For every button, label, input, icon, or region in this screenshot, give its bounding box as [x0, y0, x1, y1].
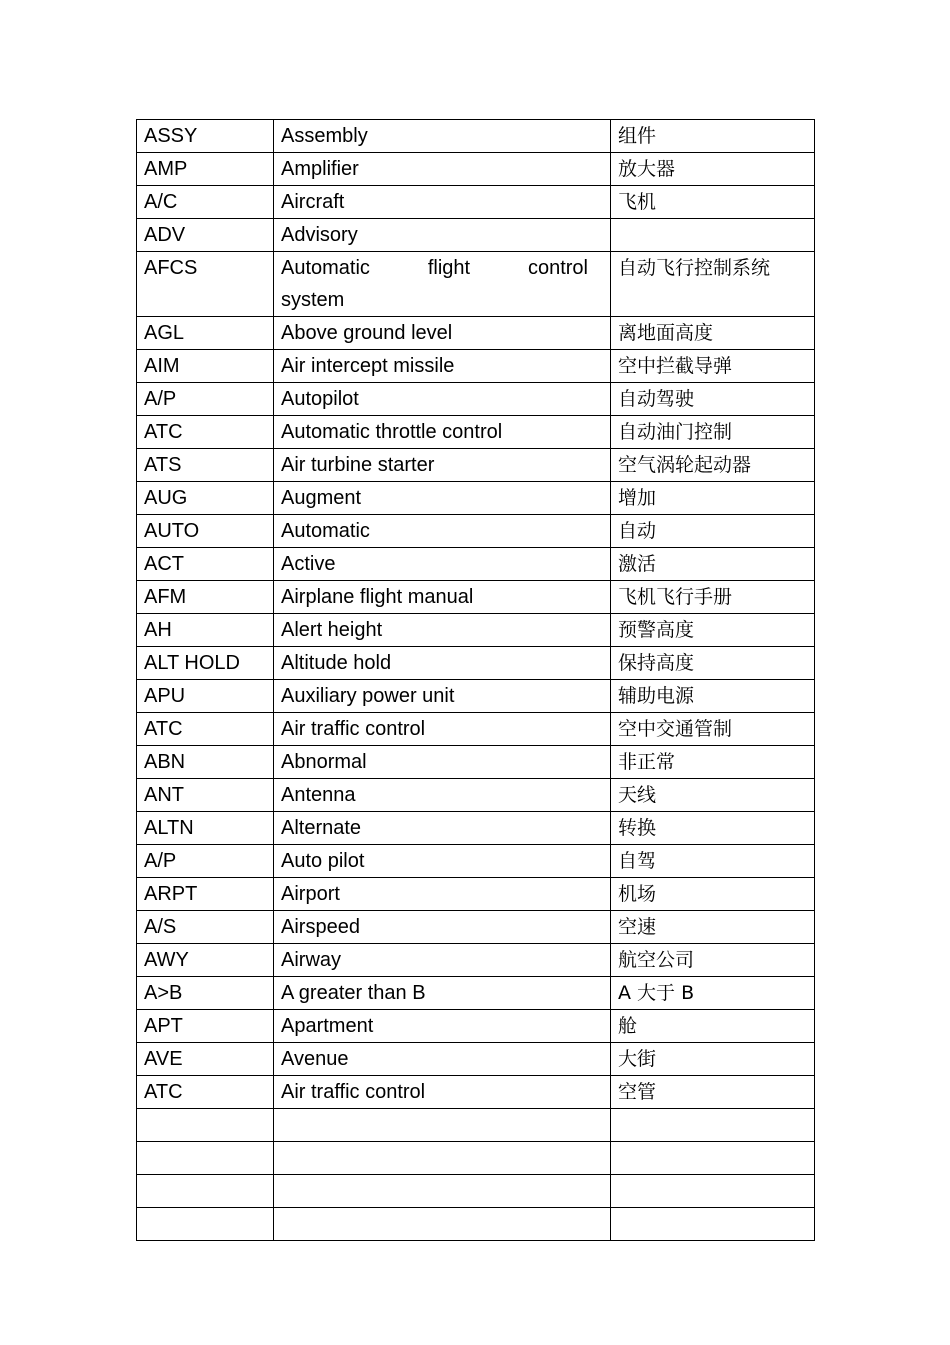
table-row — [137, 944, 815, 977]
english-term-cell: Alternate — [274, 812, 611, 845]
chinese-term-cell — [611, 1109, 815, 1142]
english-term-cell: Altitude hold — [274, 647, 611, 680]
english-term-cell: Avenue — [274, 1043, 611, 1076]
english-term-cell: Auxiliary power unit — [274, 680, 611, 713]
abbreviation-cell: A/P — [137, 383, 274, 416]
chinese-term-cell: 空气涡轮起动器 — [611, 449, 815, 482]
abbreviation-cell — [137, 1142, 274, 1175]
chinese-term-cell: 天线 — [611, 779, 815, 812]
chinese-term-cell: 保持高度 — [611, 647, 815, 680]
abbreviation-cell: ALT HOLD — [137, 647, 274, 680]
abbreviation-cell — [137, 1109, 274, 1142]
abbreviation-cell — [137, 1175, 274, 1208]
english-term-cell: Antenna — [274, 779, 611, 812]
abbreviation-cell: ABN — [137, 746, 274, 779]
table-row — [137, 186, 815, 219]
table-row — [137, 680, 815, 713]
english-term-cell: Abnormal — [274, 746, 611, 779]
table-row — [137, 252, 815, 317]
table-row — [137, 416, 815, 449]
abbreviation-cell: ARPT — [137, 878, 274, 911]
english-term-cell — [274, 1142, 611, 1175]
chinese-term-cell: 预警高度 — [611, 614, 815, 647]
english-term-cell: Automatic throttle control — [274, 416, 611, 449]
table-row — [137, 1043, 815, 1076]
abbreviation-cell: AUTO — [137, 515, 274, 548]
english-term-cell: Air intercept missile — [274, 350, 611, 383]
chinese-term-cell: 转换 — [611, 812, 815, 845]
english-term-cell: Air traffic control — [274, 713, 611, 746]
abbreviation-cell — [137, 1208, 274, 1241]
abbreviation-cell: ANT — [137, 779, 274, 812]
english-term-cell: Air turbine starter — [274, 449, 611, 482]
abbreviation-cell: AUG — [137, 482, 274, 515]
abbreviation-cell: APU — [137, 680, 274, 713]
table-row — [137, 548, 815, 581]
chinese-term-cell: 飞机飞行手册 — [611, 581, 815, 614]
abbreviation-cell: A/C — [137, 186, 274, 219]
abbreviation-cell: AVE — [137, 1043, 274, 1076]
abbreviation-cell: AWY — [137, 944, 274, 977]
english-term-line-1 — [281, 252, 604, 284]
table-row — [137, 1175, 815, 1208]
chinese-term-cell: 激活 — [611, 548, 815, 581]
chinese-term-cell: 自动驾驶 — [611, 383, 815, 416]
english-term-cell: Advisory — [274, 219, 611, 252]
english-term-cell: Active — [274, 548, 611, 581]
abbreviation-cell: A/P — [137, 845, 274, 878]
table-row — [137, 1109, 815, 1142]
english-term-cell: Augment — [274, 482, 611, 515]
table-row — [137, 153, 815, 186]
english-term-cell: Autopilot — [274, 383, 611, 416]
abbreviation-cell: ATC — [137, 1076, 274, 1109]
table-row — [137, 1208, 815, 1241]
abbreviation-cell: AMP — [137, 153, 274, 186]
english-term-cell: Automatic — [274, 515, 611, 548]
english-term-word: control — [527, 257, 588, 279]
chinese-term-cell: 增加 — [611, 482, 815, 515]
english-term-cell — [274, 252, 611, 317]
table-row — [137, 977, 815, 1010]
table-row — [137, 219, 815, 252]
english-term-cell: Auto pilot — [274, 845, 611, 878]
english-term-cell: Airplane flight manual — [274, 581, 611, 614]
chinese-term-cell — [611, 1208, 815, 1241]
chinese-term-cell: 自动飞行控制系统 — [611, 252, 815, 317]
table-row — [137, 120, 815, 153]
chinese-term-cell: 空速 — [611, 911, 815, 944]
english-term-cell: Airway — [274, 944, 611, 977]
chinese-term-cell — [611, 1142, 815, 1175]
abbreviation-cell: ATC — [137, 713, 274, 746]
table-row — [137, 317, 815, 350]
table-body — [137, 120, 815, 1241]
table-row — [137, 845, 815, 878]
chinese-term-cell: 航空公司 — [611, 944, 815, 977]
table-row — [137, 1142, 815, 1175]
english-term-word: Automatic — [281, 257, 370, 279]
english-term-cell: Amplifier — [274, 153, 611, 186]
abbreviation-cell: ACT — [137, 548, 274, 581]
english-term-cell — [274, 1208, 611, 1241]
english-term-cell: Apartment — [274, 1010, 611, 1043]
english-term-cell — [274, 1175, 611, 1208]
table-row — [137, 1010, 815, 1043]
table-row — [137, 911, 815, 944]
english-term-cell: Airspeed — [274, 911, 611, 944]
abbreviation-cell: AH — [137, 614, 274, 647]
english-term-cell: A greater than B — [274, 977, 611, 1010]
chinese-term-cell: 辅助电源 — [611, 680, 815, 713]
english-term-line-2: system — [281, 289, 345, 311]
chinese-term-cell — [611, 1175, 815, 1208]
abbreviation-cell: A>B — [137, 977, 274, 1010]
table-row — [137, 812, 815, 845]
abbreviation-cell: ATC — [137, 416, 274, 449]
chinese-term-cell: 离地面高度 — [611, 317, 815, 350]
chinese-term-cell: 飞机 — [611, 186, 815, 219]
table-row — [137, 350, 815, 383]
english-term-word: flight — [427, 257, 471, 279]
table-row — [137, 746, 815, 779]
chinese-term-cell: A 大于 B — [611, 977, 815, 1010]
table-row — [137, 779, 815, 812]
chinese-term-cell: 大街 — [611, 1043, 815, 1076]
chinese-term-cell: 非正常 — [611, 746, 815, 779]
table-row — [137, 614, 815, 647]
table-row — [137, 1076, 815, 1109]
english-term-cell: Aircraft — [274, 186, 611, 219]
abbreviation-cell: ALTN — [137, 812, 274, 845]
chinese-term-cell — [611, 219, 815, 252]
abbreviation-cell: ATS — [137, 449, 274, 482]
chinese-term-cell: 空中交通管制 — [611, 713, 815, 746]
abbreviation-cell: AIM — [137, 350, 274, 383]
english-term-cell: Alert height — [274, 614, 611, 647]
chinese-term-cell: 组件 — [611, 120, 815, 153]
chinese-term-cell: 空管 — [611, 1076, 815, 1109]
english-term-cell: Airport — [274, 878, 611, 911]
english-term-cell: Air traffic control — [274, 1076, 611, 1109]
chinese-term-cell: 自动油门控制 — [611, 416, 815, 449]
table-row — [137, 515, 815, 548]
abbreviation-cell: ADV — [137, 219, 274, 252]
table-row — [137, 581, 815, 614]
english-term-cell: Assembly — [274, 120, 611, 153]
english-term-cell — [274, 1109, 611, 1142]
abbreviation-cell: ASSY — [137, 120, 274, 153]
abbreviation-cell: APT — [137, 1010, 274, 1043]
table-row — [137, 878, 815, 911]
chinese-term-cell: 自驾 — [611, 845, 815, 878]
chinese-term-cell: 自动 — [611, 515, 815, 548]
chinese-term-cell: 放大器 — [611, 153, 815, 186]
english-term-cell: Above ground level — [274, 317, 611, 350]
chinese-term-cell: 空中拦截导弹 — [611, 350, 815, 383]
table-row — [137, 383, 815, 416]
table-row — [137, 713, 815, 746]
table-row — [137, 647, 815, 680]
table-row — [137, 482, 815, 515]
abbreviation-cell: AFCS — [137, 252, 274, 317]
abbreviation-cell: AGL — [137, 317, 274, 350]
chinese-term-cell: 机场 — [611, 878, 815, 911]
chinese-term-cell: 舱 — [611, 1010, 815, 1043]
table-row — [137, 449, 815, 482]
abbreviation-table — [136, 119, 815, 1241]
abbreviation-cell: AFM — [137, 581, 274, 614]
abbreviation-cell: A/S — [137, 911, 274, 944]
